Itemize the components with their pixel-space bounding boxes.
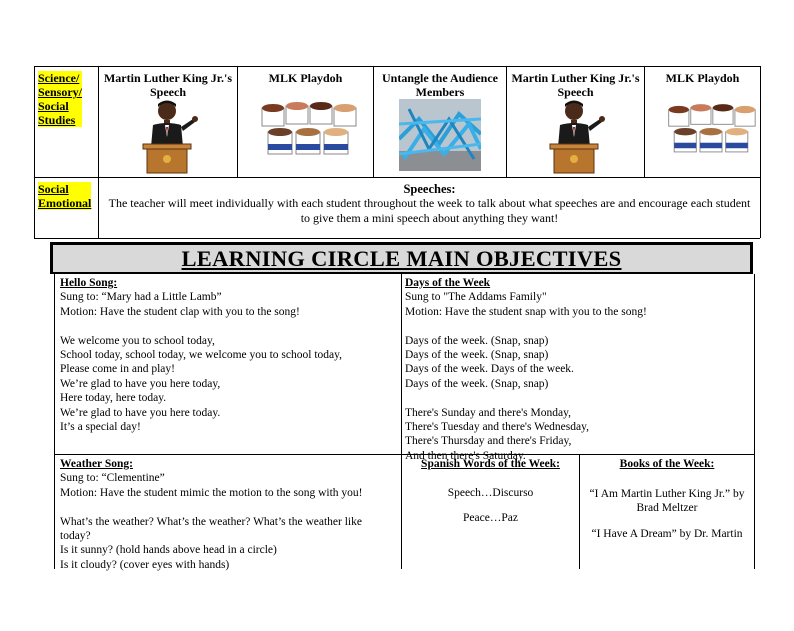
- playdoh-tubs-icon: [258, 96, 358, 160]
- activity-mlk-playdoh-2: MLK Playdoh: [665, 71, 740, 85]
- spanish-word-1: Speech…Discurso: [447, 487, 534, 500]
- mlk-podium-icon: [540, 99, 610, 175]
- spanish-heading: Spanish Words of the Week:: [421, 458, 560, 470]
- book-2: “I Have A Dream” by Dr. Martin: [591, 528, 743, 541]
- weather-song-lyrics: Sung to: “Clementine” Motion: Have the student mimic the motion to the song with you! What’s the weather? What’s the weather? What’s the weather like today? Is it sunny? (hold hands above head in a circle) Is it cloudy? (cover eyes with hands): [60, 472, 363, 571]
- row-label-social: Social Emotional: [38, 182, 92, 210]
- speeches-text: The teacher will meet individually with each student throughout the week to talk about what speeches are and encourage each student to give them a mini speech about anything they want!: [108, 196, 751, 225]
- activity-mlk-playdoh-1: MLK Playdoh: [268, 71, 343, 85]
- days-song-lyrics: Sung to "The Addams Family" Motion: Have the student snap with you to the song! Days of the week. (Snap, snap) Days of the week. (Snap, snap) Days of the week. Days of the week. Days of the week. (Snap, snap) There's Sunday and there's Monday, There's Tuesday and there's Wednesday, There's Thursday and there's Friday, And then there's Saturday.: [405, 291, 647, 462]
- activity-mlk-speech-2: Martin Luther King Jr.'s Speech: [511, 71, 640, 99]
- activity-mlk-speech-1: Martin Luther King Jr.'s Speech: [103, 71, 232, 99]
- activity-untangle: Untangle the Audience Members: [381, 71, 498, 99]
- row-label-science: Science/ Sensory/ Social Studies: [38, 71, 83, 127]
- playdoh-tubs-icon: [665, 96, 757, 160]
- hello-song-lyrics: Sung to: “Mary had a Little Lamb” Motion: Have the student clap with you to the song! We welcome you to school today, School today, school today, we welcome you to school today, Please come in and play! We’re glad to have you here today, Here today, here today. We’re glad to have you here today. It’s a special day!: [60, 291, 343, 434]
- speeches-title: Speeches:: [403, 182, 456, 196]
- days-song-heading: Days of the Week: [405, 277, 491, 289]
- untangle-photo: [399, 99, 481, 171]
- book-1: “I Am Martin Luther King Jr.” by Brad Meltzer: [589, 488, 745, 515]
- books-heading: Books of the Week:: [619, 458, 715, 470]
- objectives-title: LEARNING CIRCLE MAIN OBJECTIVES: [181, 246, 622, 271]
- weather-song-heading: Weather Song:: [60, 458, 133, 470]
- spanish-word-2: Peace…Paz: [463, 512, 518, 525]
- mlk-podium-icon: [133, 99, 203, 175]
- hello-song-heading: Hello Song:: [60, 277, 118, 289]
